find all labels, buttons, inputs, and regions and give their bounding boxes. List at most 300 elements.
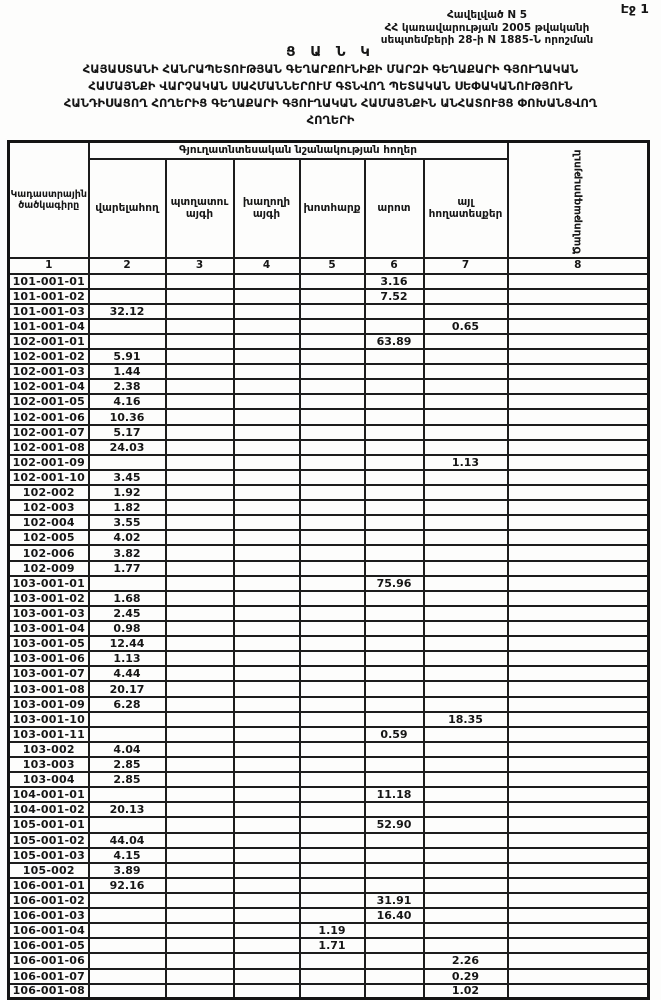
cadastral-code-cell: 102-009 — [9, 561, 89, 576]
area-value-cell — [508, 681, 649, 696]
area-value-cell: 1.13 — [89, 651, 166, 666]
column-number: 5 — [300, 258, 365, 274]
area-value-cell — [300, 334, 365, 349]
area-value-cell: 16.40 — [365, 908, 424, 923]
area-value-cell — [300, 274, 365, 289]
area-value-cell — [365, 636, 424, 651]
area-value-cell — [89, 274, 166, 289]
area-value-cell — [300, 379, 365, 394]
area-value-cell — [300, 621, 365, 636]
area-value-cell — [365, 440, 424, 455]
area-value-cell — [300, 863, 365, 878]
table-row — [9, 636, 649, 651]
area-value-cell — [166, 908, 234, 923]
table-row — [9, 485, 649, 500]
area-value-cell — [365, 938, 424, 953]
area-value-cell — [508, 908, 649, 923]
area-value-cell — [365, 455, 424, 470]
cadastral-code-cell: 102-002 — [9, 485, 89, 500]
area-value-cell — [424, 334, 508, 349]
table-row — [9, 319, 649, 334]
area-value-cell — [424, 727, 508, 742]
table-row — [9, 470, 649, 485]
area-value-cell — [424, 364, 508, 379]
area-value-cell — [166, 576, 234, 591]
area-value-cell — [300, 802, 365, 817]
table-row — [9, 712, 649, 727]
area-value-cell: 4.02 — [89, 530, 166, 545]
area-value-cell — [365, 621, 424, 636]
area-value-cell — [89, 938, 166, 953]
cadastral-code-cell: 103-001-10 — [9, 712, 89, 727]
cadastral-code-cell: 102-006 — [9, 545, 89, 560]
area-value-cell — [166, 334, 234, 349]
area-value-cell — [234, 712, 300, 727]
area-value-cell — [365, 878, 424, 893]
table-row — [9, 742, 649, 757]
area-value-cell: 1.68 — [89, 591, 166, 606]
area-value-cell — [300, 470, 365, 485]
cadastral-code-cell: 102-001-01 — [9, 334, 89, 349]
subtitle-line: ՀՈՂԵՐԻ — [306, 113, 355, 127]
area-value-cell — [234, 787, 300, 802]
area-value-cell — [424, 349, 508, 364]
area-value-cell: 75.96 — [365, 576, 424, 591]
cadastral-code-cell: 106-001-05 — [9, 938, 89, 953]
area-value-cell — [166, 425, 234, 440]
cadastral-code-cell: 103-001-07 — [9, 666, 89, 681]
area-value-cell — [166, 802, 234, 817]
cadastral-code-cell: 102-001-04 — [9, 379, 89, 394]
table-row — [9, 863, 649, 878]
cadastral-code-cell: 102-001-09 — [9, 455, 89, 470]
table-row — [9, 455, 649, 470]
subtitle-line: ՀԱՅԱՍՏԱՆԻ ՀԱՆՐԱՊԵՏՈՒԹՅԱՆ ԳԵՂԱՐՔՈՒՆԻՔԻ ՄԱՐԶԻ ԳԵՂԱՔԱՐԻ ԳՅՈՒՂԱԿԱՆ — [82, 62, 579, 76]
area-value-cell — [89, 984, 166, 999]
area-value-cell — [508, 425, 649, 440]
cadastral-code-cell: 102-001-08 — [9, 440, 89, 455]
area-value-cell — [508, 349, 649, 364]
area-value-cell — [424, 485, 508, 500]
area-value-cell: 3.16 — [365, 274, 424, 289]
area-value-cell: 3.55 — [89, 515, 166, 530]
cadastral-code-cell: 106-001-02 — [9, 893, 89, 908]
area-value-cell: 32.12 — [89, 304, 166, 319]
cadastral-code-cell: 106-001-01 — [9, 878, 89, 893]
area-value-cell: 2.85 — [89, 772, 166, 787]
table-row — [9, 953, 649, 968]
area-value-cell — [424, 666, 508, 681]
area-value-cell — [424, 289, 508, 304]
column-number: 3 — [166, 258, 234, 274]
area-value-cell — [89, 319, 166, 334]
area-value-cell — [365, 379, 424, 394]
group-header-agricultural-lands: Գյուղատնտեսական նշանակության հողեր — [89, 142, 508, 159]
area-value-cell — [300, 530, 365, 545]
area-value-cell: 10.36 — [89, 409, 166, 424]
area-value-cell — [234, 274, 300, 289]
cadastral-code-cell: 105-001-03 — [9, 848, 89, 863]
area-value-cell — [424, 938, 508, 953]
area-value-cell — [166, 697, 234, 712]
area-value-cell — [508, 545, 649, 560]
area-value-cell — [166, 742, 234, 757]
area-value-cell — [300, 651, 365, 666]
area-value-cell — [166, 530, 234, 545]
cadastral-code-cell: 102-001-05 — [9, 394, 89, 409]
area-value-cell — [508, 666, 649, 681]
cadastral-code-cell: 102-001-03 — [9, 364, 89, 379]
area-value-cell — [234, 833, 300, 848]
cadastral-code-cell: 103-001-04 — [9, 621, 89, 636]
area-value-cell — [166, 666, 234, 681]
area-value-cell — [300, 606, 365, 621]
area-value-cell: 1.92 — [89, 485, 166, 500]
table-row — [9, 969, 649, 984]
cadastral-code-cell: 105-001-01 — [9, 817, 89, 832]
area-value-cell: 5.91 — [89, 349, 166, 364]
table-row — [9, 379, 649, 394]
cadastral-code-cell: 106-001-07 — [9, 969, 89, 984]
area-value-cell: 20.13 — [89, 802, 166, 817]
area-value-cell: 31.91 — [365, 893, 424, 908]
annex-line: ՀՀ կառավարության 2005 թվականի — [384, 21, 590, 34]
area-value-cell — [365, 304, 424, 319]
area-value-cell — [424, 545, 508, 560]
area-value-cell — [234, 863, 300, 878]
area-value-cell — [508, 470, 649, 485]
area-value-cell — [166, 289, 234, 304]
area-value-cell — [508, 938, 649, 953]
area-value-cell — [234, 425, 300, 440]
area-value-cell — [300, 394, 365, 409]
area-value-cell — [234, 440, 300, 455]
area-value-cell: 3.45 — [89, 470, 166, 485]
area-value-cell — [365, 319, 424, 334]
column-subheader: պտղատու այգի — [166, 159, 234, 258]
area-value-cell — [300, 712, 365, 727]
area-value-cell — [508, 304, 649, 319]
area-value-cell — [234, 364, 300, 379]
table-row — [9, 923, 649, 938]
area-value-cell — [508, 591, 649, 606]
cadastral-code-cell: 103-001-08 — [9, 681, 89, 696]
area-value-cell — [166, 500, 234, 515]
area-value-cell — [365, 712, 424, 727]
area-value-cell — [424, 576, 508, 591]
area-value-cell: 52.90 — [365, 817, 424, 832]
cadastral-code-cell: 102-003 — [9, 500, 89, 515]
column-numbers-row — [9, 258, 649, 274]
table-row — [9, 289, 649, 304]
table-row — [9, 727, 649, 742]
area-value-cell: 7.52 — [365, 289, 424, 304]
area-value-cell — [365, 364, 424, 379]
area-value-cell — [166, 848, 234, 863]
cadastral-code-cell: 102-005 — [9, 530, 89, 545]
area-value-cell — [234, 591, 300, 606]
cadastral-code-cell: 105-001-02 — [9, 833, 89, 848]
cadastral-code-cell: 101-001-02 — [9, 289, 89, 304]
area-value-cell — [300, 697, 365, 712]
area-value-cell — [508, 394, 649, 409]
area-value-cell — [424, 500, 508, 515]
area-value-cell: 0.98 — [89, 621, 166, 636]
subtitle-line: ՀԱՆԴԻՍԱՑՈՂ ՀՈՂԵՐԻՑ ԳԵՂԱՔԱՐԻ ԳՅՈՒՂԱԿԱՆ ՀԱՄԱՅՆՔԻՆ ԱՆՀԱՏՈՒՅՑ ՓՈԽԱՆՑՎՈՂ — [63, 96, 598, 110]
column-number: 7 — [424, 258, 508, 274]
table-row — [9, 425, 649, 440]
area-value-cell — [508, 893, 649, 908]
area-value-cell — [300, 893, 365, 908]
table-row — [9, 817, 649, 832]
column-number: 8 — [508, 258, 649, 274]
area-value-cell — [365, 772, 424, 787]
area-value-cell — [508, 530, 649, 545]
area-value-cell — [300, 848, 365, 863]
area-value-cell — [300, 908, 365, 923]
area-value-cell — [166, 440, 234, 455]
area-value-cell — [508, 848, 649, 863]
area-value-cell — [508, 636, 649, 651]
area-value-cell — [166, 561, 234, 576]
area-value-cell — [365, 802, 424, 817]
area-value-cell — [300, 545, 365, 560]
column-header-cadastral-code: Կադաստրային ծածկագիրը — [9, 142, 89, 258]
area-value-cell — [89, 576, 166, 591]
column-header-note — [508, 142, 649, 258]
area-value-cell — [508, 697, 649, 712]
area-value-cell — [89, 817, 166, 832]
area-value-cell — [234, 742, 300, 757]
area-value-cell — [508, 878, 649, 893]
area-value-cell — [424, 379, 508, 394]
area-value-cell: 5.17 — [89, 425, 166, 440]
area-value-cell — [300, 455, 365, 470]
area-value-cell — [300, 349, 365, 364]
area-value-cell — [365, 863, 424, 878]
area-value-cell — [365, 349, 424, 364]
area-value-cell — [166, 984, 234, 999]
area-value-cell — [166, 636, 234, 651]
cadastral-code-cell: 101-001-04 — [9, 319, 89, 334]
area-value-cell — [166, 515, 234, 530]
area-value-cell — [300, 364, 365, 379]
area-value-cell — [89, 969, 166, 984]
area-value-cell — [300, 409, 365, 424]
cadastral-code-cell: 101-001-03 — [9, 304, 89, 319]
area-value-cell — [234, 576, 300, 591]
area-value-cell — [508, 409, 649, 424]
cadastral-code-cell: 102-001-02 — [9, 349, 89, 364]
area-value-cell — [365, 530, 424, 545]
area-value-cell — [166, 364, 234, 379]
document-subtitle — [0, 61, 661, 129]
column-subheader: այլ հողատեսքեր — [424, 159, 508, 258]
cadastral-code-cell: 102-001-06 — [9, 409, 89, 424]
table-row — [9, 621, 649, 636]
table-row — [9, 274, 649, 289]
table-row — [9, 515, 649, 530]
cadastral-code-cell: 103-003 — [9, 757, 89, 772]
area-value-cell: 4.44 — [89, 666, 166, 681]
cadastral-code-cell: 106-001-06 — [9, 953, 89, 968]
area-value-cell — [424, 394, 508, 409]
area-value-cell — [166, 712, 234, 727]
cadastral-code-cell: 103-002 — [9, 742, 89, 757]
area-value-cell — [424, 742, 508, 757]
area-value-cell — [424, 636, 508, 651]
area-value-cell — [166, 681, 234, 696]
area-value-cell — [166, 727, 234, 742]
area-value-cell: 1.82 — [89, 500, 166, 515]
table-row — [9, 334, 649, 349]
annex-line: Հավելված N 5 — [446, 9, 528, 21]
table-row — [9, 304, 649, 319]
area-value-cell — [234, 697, 300, 712]
area-value-cell — [508, 455, 649, 470]
area-value-cell: 6.28 — [89, 697, 166, 712]
area-value-cell — [508, 334, 649, 349]
table-row — [9, 530, 649, 545]
area-value-cell — [365, 500, 424, 515]
annex-reference — [319, 9, 655, 47]
area-value-cell — [508, 923, 649, 938]
area-value-cell — [300, 681, 365, 696]
area-value-cell — [234, 394, 300, 409]
area-value-cell — [300, 666, 365, 681]
area-value-cell: 0.29 — [424, 969, 508, 984]
cadastral-code-cell: 102-001-10 — [9, 470, 89, 485]
area-value-cell — [166, 394, 234, 409]
area-value-cell — [234, 515, 300, 530]
area-value-cell — [166, 833, 234, 848]
area-value-cell — [234, 953, 300, 968]
area-value-cell — [166, 349, 234, 364]
area-value-cell — [234, 470, 300, 485]
column-subheader: արոտ — [365, 159, 424, 258]
area-value-cell — [234, 893, 300, 908]
area-value-cell — [424, 787, 508, 802]
area-value-cell — [508, 289, 649, 304]
area-value-cell: 44.04 — [89, 833, 166, 848]
area-value-cell — [234, 938, 300, 953]
area-value-cell — [508, 742, 649, 757]
area-value-cell — [424, 651, 508, 666]
cadastral-code-cell: 103-001-01 — [9, 576, 89, 591]
area-value-cell — [234, 923, 300, 938]
area-value-cell — [300, 817, 365, 832]
area-value-cell — [365, 984, 424, 999]
area-value-cell — [300, 787, 365, 802]
column-subheader: խոտհարք — [300, 159, 365, 258]
cadastral-code-cell: 102-001-07 — [9, 425, 89, 440]
land-transfer-table — [7, 140, 650, 1000]
area-value-cell — [365, 697, 424, 712]
area-value-cell — [365, 409, 424, 424]
area-value-cell: 0.65 — [424, 319, 508, 334]
area-value-cell — [300, 440, 365, 455]
table-row — [9, 984, 649, 999]
area-value-cell — [234, 666, 300, 681]
area-value-cell — [234, 848, 300, 863]
area-value-cell — [508, 969, 649, 984]
cadastral-code-cell: 104-001-01 — [9, 787, 89, 802]
area-value-cell — [234, 289, 300, 304]
area-value-cell — [365, 591, 424, 606]
area-value-cell — [234, 545, 300, 560]
area-value-cell — [508, 515, 649, 530]
area-value-cell — [508, 606, 649, 621]
area-value-cell — [300, 425, 365, 440]
cadastral-code-cell: 103-004 — [9, 772, 89, 787]
cadastral-code-cell: 106-001-04 — [9, 923, 89, 938]
area-value-cell — [508, 364, 649, 379]
area-value-cell — [365, 425, 424, 440]
column-subheader: վարելահող — [89, 159, 166, 258]
area-value-cell — [300, 727, 365, 742]
area-value-cell — [508, 440, 649, 455]
area-value-cell — [166, 606, 234, 621]
area-value-cell — [234, 455, 300, 470]
area-value-cell — [508, 787, 649, 802]
area-value-cell — [300, 591, 365, 606]
area-value-cell — [365, 969, 424, 984]
area-value-cell — [365, 561, 424, 576]
area-value-cell — [424, 591, 508, 606]
page-number: Էջ 1 — [620, 1, 649, 16]
area-value-cell: 92.16 — [89, 878, 166, 893]
table-row — [9, 349, 649, 364]
area-value-cell — [166, 923, 234, 938]
area-value-cell — [89, 893, 166, 908]
area-value-cell — [234, 681, 300, 696]
area-value-cell — [234, 772, 300, 787]
table-row — [9, 545, 649, 560]
area-value-cell — [300, 757, 365, 772]
table-body — [9, 274, 649, 999]
area-value-cell — [424, 606, 508, 621]
area-value-cell — [424, 878, 508, 893]
area-value-cell — [365, 666, 424, 681]
area-value-cell: 4.16 — [89, 394, 166, 409]
area-value-cell — [166, 485, 234, 500]
area-value-cell — [300, 833, 365, 848]
area-value-cell: 1.13 — [424, 455, 508, 470]
area-value-cell — [365, 485, 424, 500]
area-value-cell — [365, 545, 424, 560]
column-number: 2 — [89, 258, 166, 274]
table-row — [9, 772, 649, 787]
area-value-cell — [234, 606, 300, 621]
area-value-cell — [424, 440, 508, 455]
area-value-cell: 20.17 — [89, 681, 166, 696]
area-value-cell — [234, 561, 300, 576]
area-value-cell — [424, 530, 508, 545]
area-value-cell — [508, 817, 649, 832]
area-value-cell: 4.04 — [89, 742, 166, 757]
area-value-cell — [508, 757, 649, 772]
area-value-cell — [424, 621, 508, 636]
area-value-cell — [424, 802, 508, 817]
area-value-cell — [166, 651, 234, 666]
area-value-cell — [234, 621, 300, 636]
area-value-cell — [300, 576, 365, 591]
area-value-cell — [166, 817, 234, 832]
area-value-cell — [234, 727, 300, 742]
area-value-cell — [89, 923, 166, 938]
area-value-cell — [166, 787, 234, 802]
table-row — [9, 697, 649, 712]
